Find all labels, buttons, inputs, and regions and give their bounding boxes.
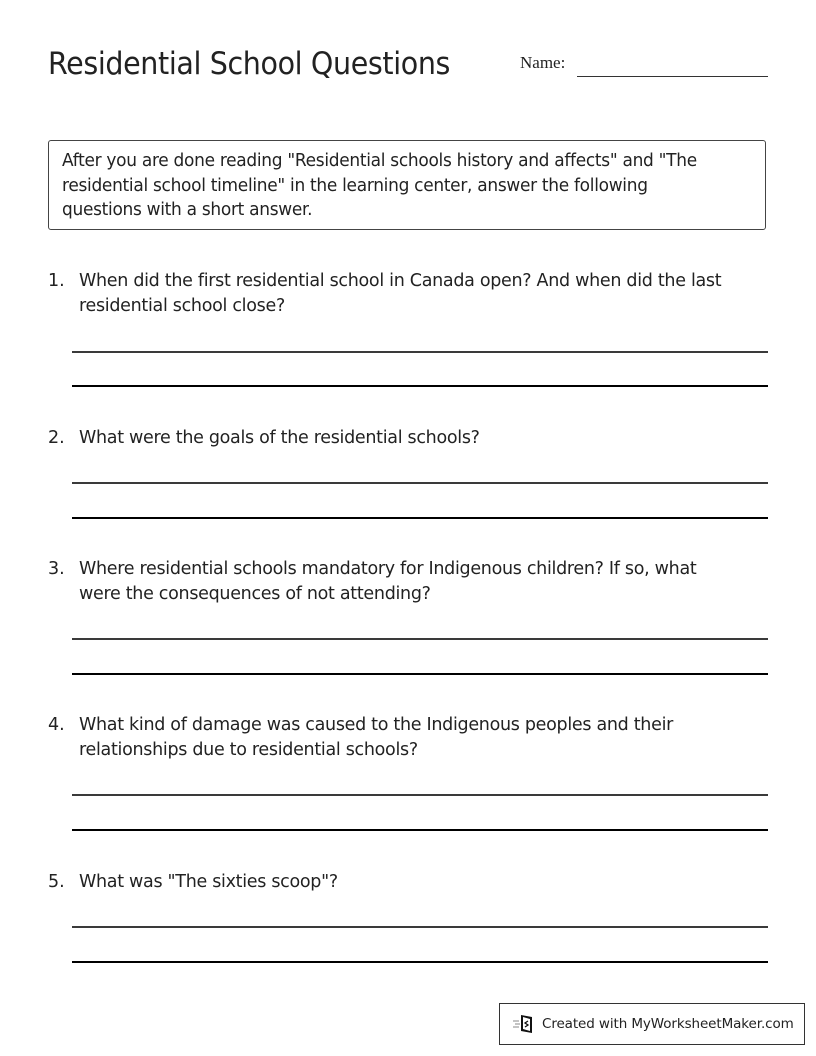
instructions-box bbox=[48, 140, 766, 230]
answer-line[interactable] bbox=[72, 829, 768, 831]
footer-badge[interactable] bbox=[499, 1003, 805, 1045]
question-number: 1. bbox=[48, 271, 65, 291]
page-title: Residential School Questions bbox=[48, 46, 451, 82]
question-text-line: What were the goals of the residential schools? bbox=[79, 428, 480, 448]
question-text-line: relationships due to residential schools? bbox=[79, 739, 418, 760]
name-label: Name: bbox=[520, 53, 566, 72]
question-text-line: What kind of damage was caused to the Indigenous peoples and their bbox=[79, 715, 674, 735]
question-number: 5. bbox=[48, 872, 65, 892]
answer-line[interactable] bbox=[72, 385, 768, 387]
question-number: 4. bbox=[48, 715, 65, 735]
question-text-line: What was "The sixties scoop"? bbox=[79, 872, 338, 892]
answer-line[interactable] bbox=[72, 482, 768, 484]
question-text-line: residential school close? bbox=[79, 295, 285, 316]
answer-line[interactable] bbox=[72, 794, 768, 796]
answer-line[interactable] bbox=[72, 517, 768, 519]
instructions-line: After you are done reading "Residential schools history and affects" and "The bbox=[62, 151, 697, 171]
question-text bbox=[79, 269, 779, 318]
question-text-line: were the consequences of not attending? bbox=[79, 583, 431, 604]
instructions-line: questions with a short answer. bbox=[62, 200, 313, 220]
answer-line[interactable] bbox=[72, 351, 768, 353]
answer-line[interactable] bbox=[72, 961, 768, 963]
answer-line[interactable] bbox=[72, 638, 768, 640]
footer-text: Created with MyWorksheetMaker.com bbox=[542, 1016, 794, 1032]
question-text bbox=[79, 713, 779, 762]
worksheet-maker-logo-icon bbox=[512, 1013, 536, 1035]
question-text bbox=[79, 557, 779, 606]
question-text-line: When did the first residential school in Canada open? And when did the last bbox=[79, 271, 722, 291]
question-text-line: Where residential schools mandatory for Indigenous children? If so, what bbox=[79, 559, 697, 579]
answer-line[interactable] bbox=[72, 673, 768, 675]
question-text bbox=[79, 426, 779, 451]
question-text bbox=[79, 870, 779, 895]
answer-line[interactable] bbox=[72, 926, 768, 928]
instructions-line: residential school timeline" in the learning center, answer the following bbox=[62, 175, 648, 196]
name-field-line[interactable] bbox=[577, 76, 768, 77]
question-number: 3. bbox=[48, 559, 65, 579]
question-number: 2. bbox=[48, 428, 65, 448]
